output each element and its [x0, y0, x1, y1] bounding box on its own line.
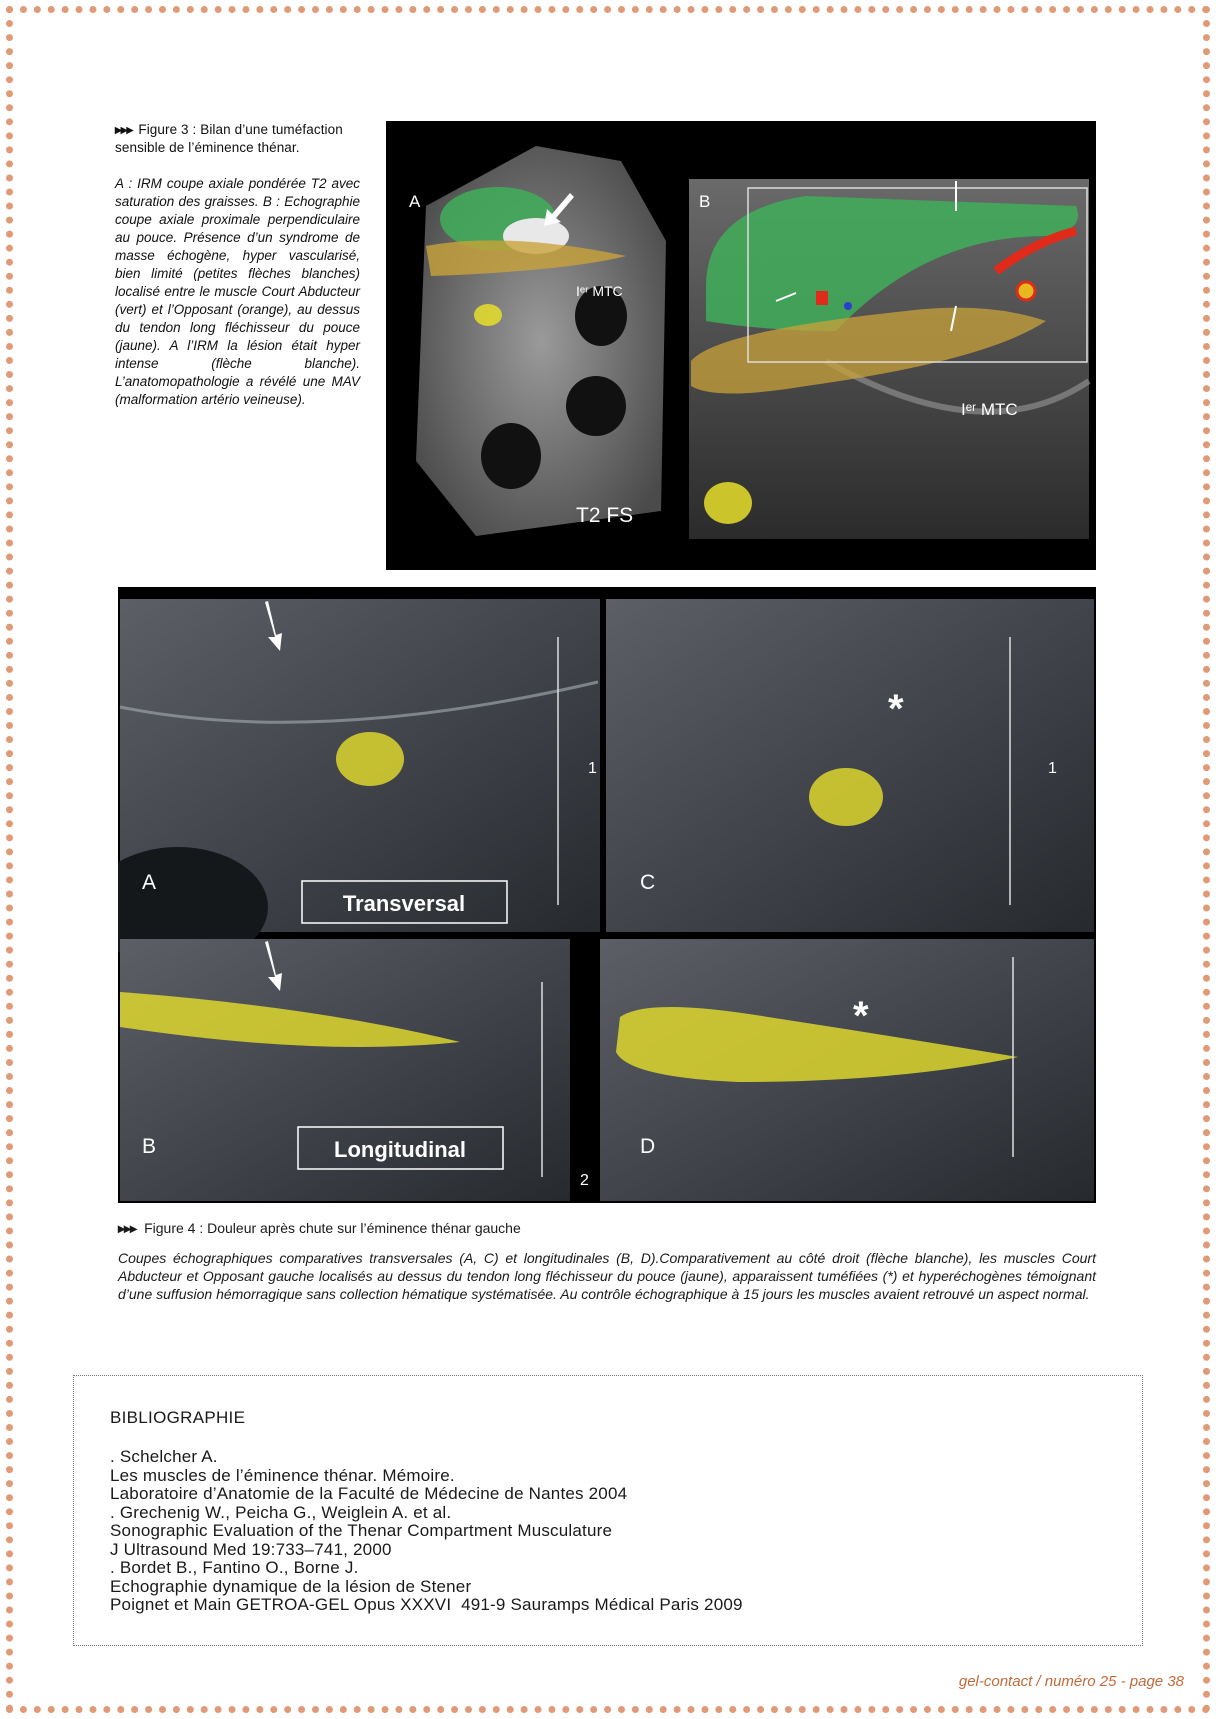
- bibliography-line: Sonographic Evaluation of the Thenar Compartment Musculature: [110, 1521, 613, 1540]
- panel-c-yellow-overlay: [809, 768, 883, 826]
- bibliography-line: . Grechenig W., Peicha G., Weiglein A. et al.: [110, 1502, 452, 1522]
- figure4-title: ▸▸▸ Figure 4 : Douleur après chute sur l’éminence thénar gauche: [118, 1220, 521, 1236]
- us-mtc-label: Iᵉʳ MTC: [961, 400, 1018, 419]
- figure3-title: ▸▸▸ Figure 3 : Bilan d’une tuméfaction sensible de l’éminence thénar.: [115, 122, 343, 155]
- panel-b-label: B: [142, 1135, 157, 1158]
- us-doppler-spot-2: [816, 291, 828, 305]
- us-yellow-overlay: [704, 482, 752, 524]
- mri-mtc-label: Iᵉʳ MTC: [576, 283, 623, 299]
- bibliography-line: J Ultrasound Med 19:733–741, 2000: [110, 1539, 392, 1559]
- bibliography-line: Poignet et Main GETROA-GEL Opus XXXVI 491-9 Sauramps Médical Paris 2009: [110, 1595, 743, 1614]
- panel-d-asterisk: *: [853, 994, 869, 1038]
- us-label-b: B: [699, 192, 711, 211]
- figure3-description: A : IRM coupe axiale pondérée T2 avec saturation des graisses. B : Echographie coupe axiale proximale perpendiculaire au pouce. Présence d’un syndrome de masse échogène, hyper vascularisé, bien limité (petites flèches blanches) localisé entre le muscle Court Abducteur (vert) et l’Opposant (orange), au dessus du tendon long fléchisseur du pouce (jaune). A l’IRM la lésion était hyper intense (flèche blanche). L’anatomopathologie a révélé une MAV (malformation artério veineuse).: [115, 176, 360, 407]
- bibliography-line: Les muscles de l’éminence thénar. Mémoire.: [110, 1465, 455, 1485]
- mri-bone-1: [481, 423, 541, 489]
- bibliography-line: . Bordet B., Fantino O., Borne J.: [110, 1558, 359, 1577]
- bibliography-box: [73, 1375, 1143, 1646]
- us-doppler-spot: [1017, 282, 1035, 300]
- bibliography-heading: BIBLIOGRAPHIE: [110, 1408, 246, 1427]
- us-doppler-blue: [844, 302, 852, 310]
- figure3-caption: [115, 121, 360, 409]
- panel-a-yellow-overlay: [336, 732, 404, 786]
- panel-b-scale-2: 2: [580, 1172, 589, 1189]
- transversal-label: Transversal: [342, 891, 466, 916]
- panel-c: [606, 599, 1094, 932]
- mri-sequence-label: T2 FS: [576, 504, 634, 527]
- panel-d-label: D: [640, 1135, 656, 1158]
- figure4-image-canvas: [118, 587, 1096, 1203]
- mri-bone-2: [566, 376, 626, 436]
- longitudinal-label: Longitudinal: [334, 1137, 466, 1162]
- figure4-description: Coupes échographiques comparatives transversales (A, C) et longitudinales (B, D).Comparativement au côté droit (flèche blanche), les muscles Court Abducteur et Opposant gauche localisés au dessus du tendon long fléchisseur du pouce (jaune), apparaissent tuméfiées (*) et hyperéchogènes témoignant d’une suffusion hémorragique sans collection hématique systématisée. Au contrôle échographique à 15 jours les muscles avaient retrouvé un aspect normal.: [118, 1250, 1096, 1302]
- page-footer: gel-contact / numéro 25 - page 38: [958, 1673, 1184, 1690]
- bibliography-line: Echographie dynamique de la lésion de Stener: [110, 1576, 472, 1596]
- panel-c-scale-1: 1: [1048, 760, 1057, 777]
- panel-c-label: C: [640, 871, 656, 894]
- panel-a-label: A: [142, 871, 157, 894]
- panel-c-asterisk: *: [888, 687, 904, 731]
- bibliography-line: . Schelcher A.: [110, 1447, 218, 1466]
- mri-yellow-overlay: [474, 304, 502, 326]
- panel-a-scale-1: 1: [588, 760, 597, 777]
- figure3-images: [386, 121, 1096, 570]
- figure3-image-canvas: [386, 121, 1096, 570]
- bibliography-line: Laboratoire d’Anatomie de la Faculté de Médecine de Nantes 2004: [110, 1484, 628, 1503]
- figure4-images: [118, 587, 1096, 1203]
- figure4-caption: [118, 1219, 1096, 1303]
- mri-label-a: A: [409, 192, 421, 211]
